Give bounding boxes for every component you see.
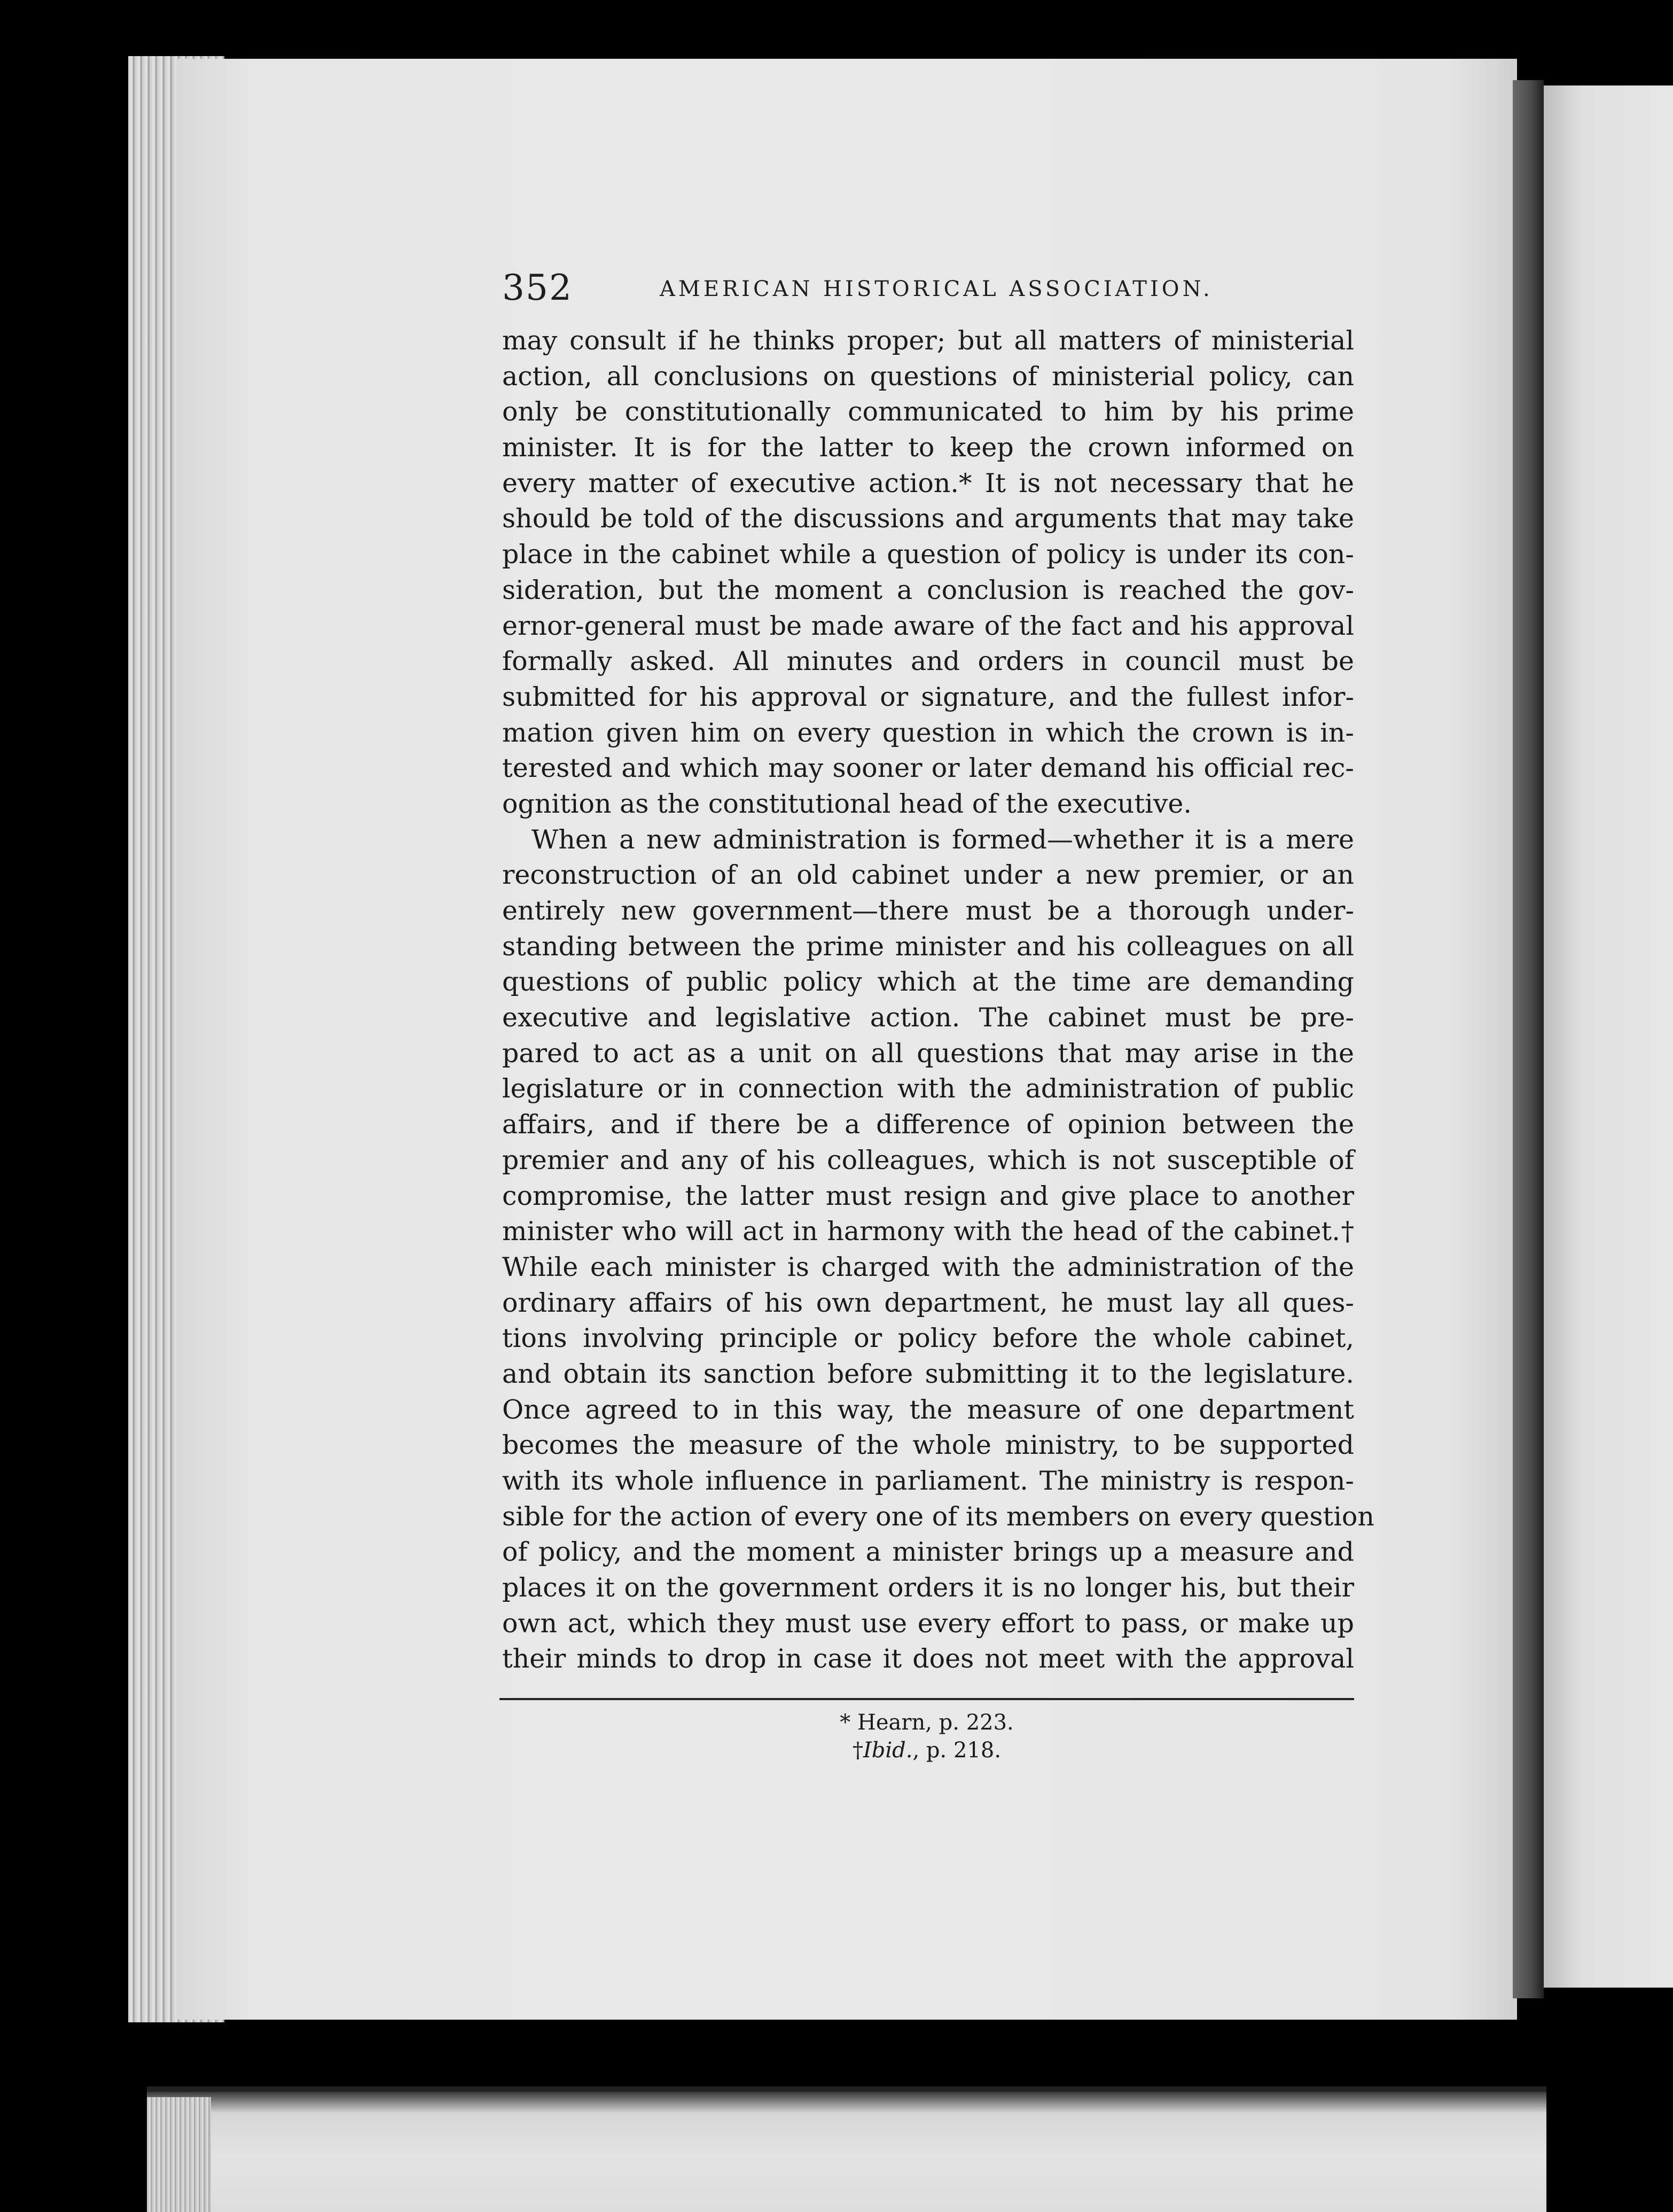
- text-line: tions involving principle or policy before the whole cabinet,: [502, 1323, 1354, 1354]
- text-line: ernor-general must be made aware of the fact and his approval: [502, 610, 1354, 641]
- text-line: While each minister is charged with the administration of the: [502, 1251, 1354, 1282]
- footnote-1: [499, 1709, 1354, 1736]
- book-gutter: [1513, 80, 1544, 1998]
- next-volume-edge: [147, 2086, 1546, 2212]
- footnote-ibid: Ibid.: [863, 1738, 913, 1763]
- text-line: place in the cabinet while a question of policy is under its con-: [502, 539, 1354, 570]
- page-number: 352: [502, 267, 573, 308]
- text-line: Once agreed to in this way, the measure of one department: [502, 1394, 1354, 1425]
- text-line: should be told of the discussions and arguments that may take: [502, 503, 1354, 534]
- footnotes: [499, 1709, 1354, 1764]
- text-line: compromise, the latter must resign and give place to another: [502, 1180, 1354, 1211]
- text-line: legislature or in connection with the administration of public: [502, 1073, 1354, 1104]
- text-line: formally asked. All minutes and orders in council must be: [502, 646, 1354, 677]
- text-line: standing between the prime minister and his colleagues on all: [502, 931, 1354, 962]
- text-line: premier and any of his colleagues, which is not susceptible of: [502, 1144, 1354, 1175]
- text-line: their minds to drop in case it does not meet with the approval: [502, 1644, 1354, 1674]
- facing-page: [1544, 85, 1673, 1988]
- footnote-marker: *: [840, 1710, 851, 1735]
- text-line: of policy, and the moment a minister brings up a measure and: [502, 1537, 1354, 1568]
- text-line: sideration, but the moment a conclusion is reached the gov-: [502, 574, 1354, 605]
- text-line: ognition as the constitutional head of the executive.: [502, 788, 1192, 819]
- footnote-text: Hearn, p. 223.: [857, 1710, 1014, 1735]
- text-line: becomes the measure of the whole ministry, to be supported: [502, 1430, 1354, 1461]
- text-line: questions of public policy which at the time are demanding: [502, 967, 1354, 998]
- text-line: minister who will act in harmony with the head of the cabinet.†: [502, 1216, 1354, 1247]
- text-line: minister. It is for the latter to keep the crown informed on: [502, 432, 1354, 463]
- footnote-marker: †: [852, 1738, 863, 1763]
- body-text: [502, 323, 1374, 1677]
- text-line: places it on the government orders it is no longer his, but their: [502, 1572, 1354, 1603]
- running-head: [502, 267, 1357, 315]
- text-line: When a new administration is formed—whether it is a mere: [531, 824, 1354, 855]
- text-line: action, all conclusions on questions of ministerial policy, can: [502, 361, 1354, 392]
- text-line: pared to act as a unit on all questions that may arise in the: [502, 1038, 1354, 1069]
- footnote-rule: [499, 1698, 1354, 1700]
- text-line: sible for the action of every one of its members on every question: [502, 1501, 1374, 1532]
- text-line: and obtain its sanction before submitting it to the legislature.: [502, 1358, 1354, 1389]
- text-line: reconstruction of an old cabinet under a new premier, or an: [502, 860, 1354, 891]
- text-line: terested and which may sooner or later demand his official rec-: [502, 753, 1354, 784]
- text-line: entirely new government—there must be a thorough under-: [502, 895, 1354, 926]
- footnote-2: [499, 1736, 1354, 1764]
- footnote-text: , p. 218.: [912, 1738, 1002, 1763]
- text-line: affairs, and if there be a difference of opinion between the: [502, 1109, 1354, 1140]
- text-line: may consult if he thinks proper; but all matters of ministerial: [502, 325, 1354, 356]
- text-line: every matter of executive action.* It is not necessary that he: [502, 468, 1354, 499]
- text-line: own act, which they must use every effort to pass, or make up: [502, 1608, 1354, 1639]
- running-title: AMERICAN HISTORICAL ASSOCIATION.: [660, 277, 1213, 301]
- text-line: with its whole influence in parliament. The ministry is respon-: [502, 1466, 1354, 1496]
- text-line: only be constitutionally communicated to him by his prime: [502, 396, 1354, 427]
- text-line: mation given him on every question in which the crown is in-: [502, 717, 1354, 748]
- text-line: executive and legislative action. The cabinet must be pre-: [502, 1002, 1354, 1033]
- text-line: ordinary affairs of his own department, he must lay all ques-: [502, 1287, 1354, 1318]
- text-line: submitted for his approval or signature, and the fullest infor-: [502, 681, 1354, 712]
